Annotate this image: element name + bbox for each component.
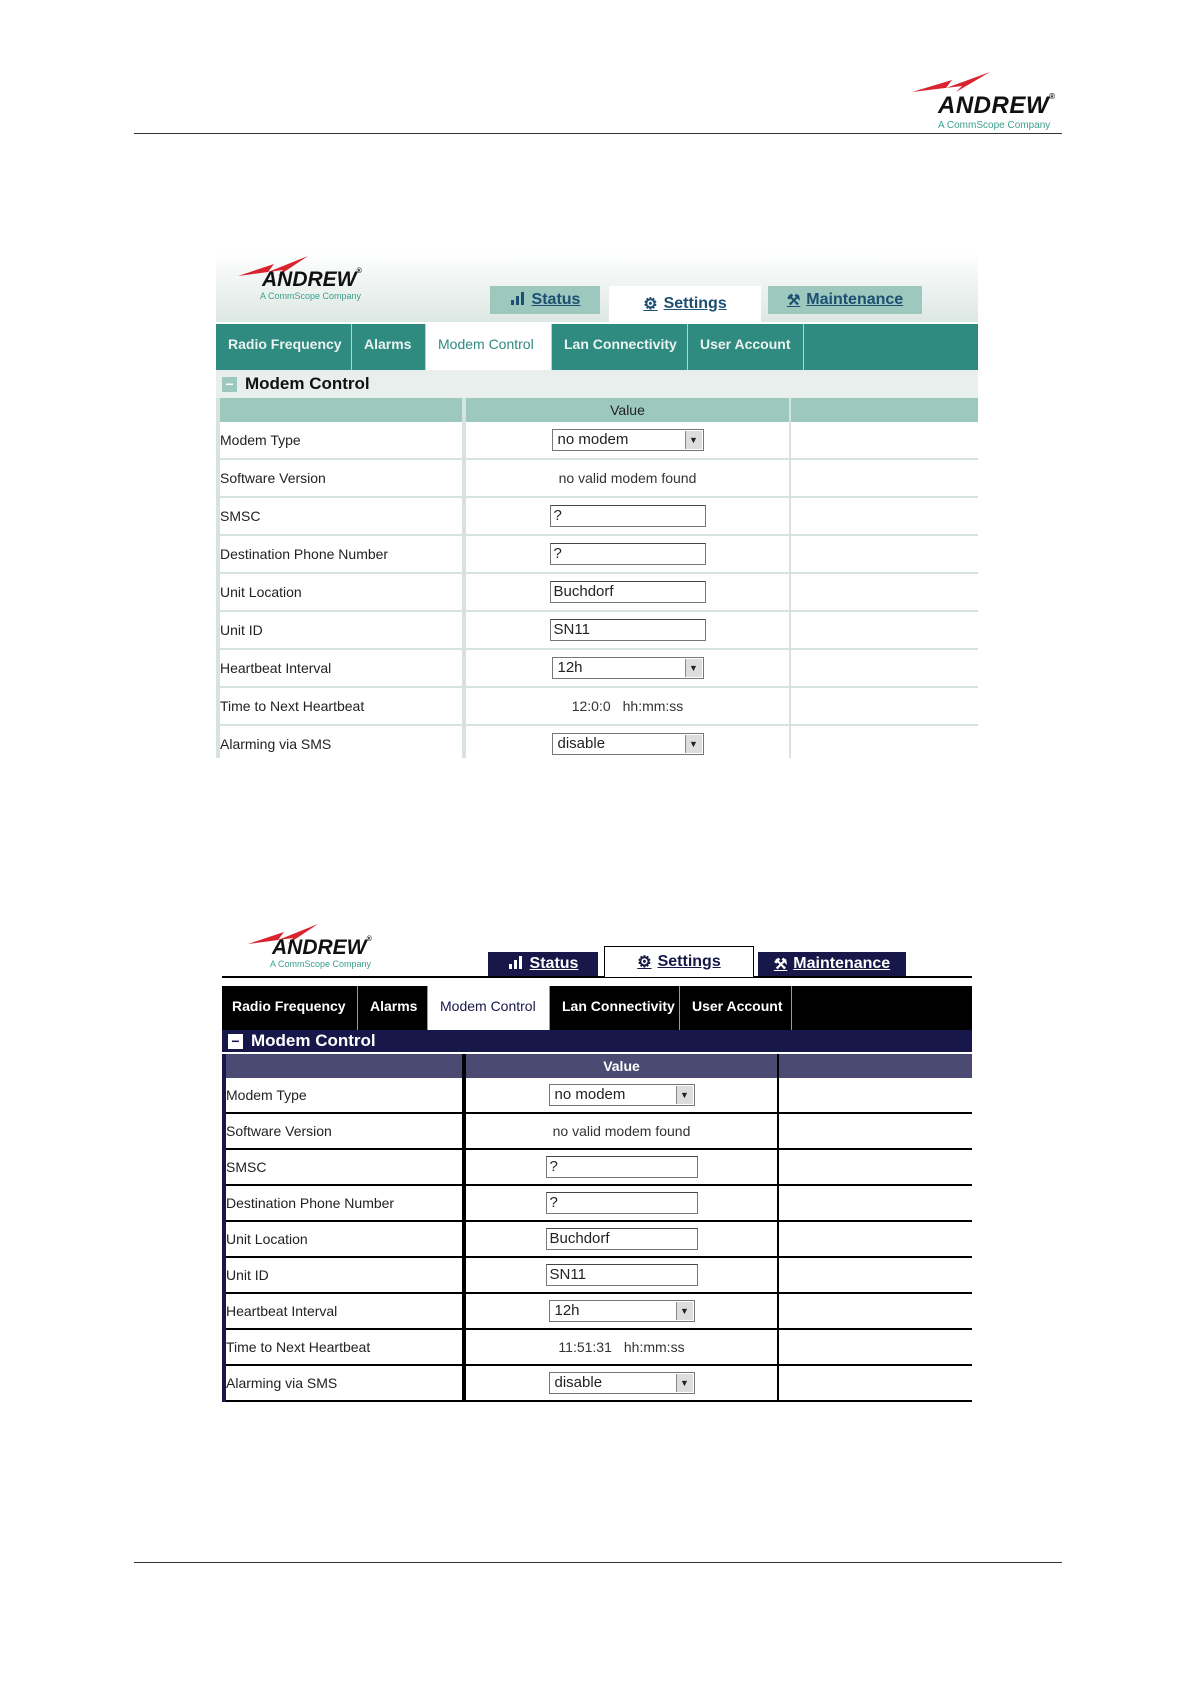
time-format-unit: hh:mm:ss (623, 1339, 685, 1355)
heartbeat-interval-select[interactable]: 12h ▼ (549, 1300, 695, 1322)
tab-settings-label: Settings (663, 295, 727, 312)
page-brand-logo (912, 70, 1062, 134)
subtab-alarms[interactable]: Alarms (352, 324, 426, 370)
table-row (224, 1113, 972, 1149)
footer-rule (134, 1562, 1062, 1563)
subtab-user-account[interactable]: User Account (688, 324, 804, 370)
settings-subnav (216, 324, 978, 370)
chevron-down-icon: ▼ (676, 1374, 693, 1392)
chevron-down-icon: ▼ (685, 431, 702, 449)
table-row (224, 1149, 972, 1185)
alarming-sms-select[interactable]: disable ▼ (552, 733, 704, 755)
smsc-input[interactable]: ? (550, 505, 706, 527)
table-row (218, 649, 978, 687)
unit-location-input[interactable]: Buchdorf (546, 1228, 698, 1250)
table-row (224, 1329, 972, 1365)
chevron-down-icon: ▼ (676, 1302, 693, 1320)
app-brand-name: ANDREW® (262, 268, 362, 291)
app-header (216, 252, 978, 322)
page-brand-name: ANDREW® (938, 92, 1056, 119)
table-row (218, 422, 978, 459)
row-label: Unit Location (218, 573, 464, 611)
tab-status-label: Status (531, 291, 581, 308)
signal-bars-icon (508, 955, 524, 974)
table-row (218, 725, 978, 758)
collapse-icon[interactable]: − (222, 377, 237, 392)
tab-status[interactable] (490, 286, 600, 314)
gear-icon: ⚙ (643, 296, 658, 313)
gear-icon: ⚙ (637, 954, 652, 971)
row-label: Unit ID (224, 1257, 464, 1293)
subtab-modem-control[interactable]: Modem Control (428, 986, 550, 1030)
row-label: SMSC (224, 1149, 464, 1185)
row-label: Modem Type (218, 422, 464, 459)
table-header-row (218, 398, 978, 422)
table-row (224, 1185, 972, 1221)
screenshot-teal-theme (216, 252, 978, 758)
app-brand-subtitle: A CommScope Company (260, 291, 362, 301)
alarming-sms-select[interactable]: disable ▼ (549, 1372, 695, 1394)
table-row (218, 573, 978, 611)
row-label: SMSC (218, 497, 464, 535)
unit-id-input[interactable]: SN11 (550, 619, 706, 641)
tools-icon: ⚒ (773, 956, 788, 973)
row-label: Heartbeat Interval (224, 1293, 464, 1329)
section-title: Modem Control (251, 1031, 376, 1050)
tab-maintenance[interactable] (768, 286, 922, 314)
table-row (218, 459, 978, 497)
subtab-alarms[interactable]: Alarms (358, 986, 428, 1030)
row-label: Alarming via SMS (224, 1365, 464, 1401)
signal-bars-icon (510, 291, 526, 310)
subtab-radio-frequency[interactable]: Radio Frequency (216, 324, 352, 370)
table-row (218, 687, 978, 725)
table-row (218, 611, 978, 649)
tools-icon: ⚒ (786, 292, 801, 309)
table-header-row (224, 1054, 972, 1078)
settings-subnav (222, 986, 972, 1030)
time-format-unit: hh:mm:ss (622, 698, 684, 714)
row-label: Time to Next Heartbeat (218, 687, 464, 725)
tab-maintenance-label: Maintenance (793, 955, 891, 972)
next-heartbeat-value: 12:0:0 (571, 698, 611, 714)
row-label: Modem Type (224, 1078, 464, 1113)
table-row (224, 1221, 972, 1257)
tab-maintenance[interactable] (758, 952, 906, 976)
subtab-user-account[interactable]: User Account (680, 986, 792, 1030)
subtab-lan-connectivity[interactable]: Lan Connectivity (552, 324, 688, 370)
row-label: Destination Phone Number (218, 535, 464, 573)
row-label: Software Version (224, 1113, 464, 1149)
row-label: Time to Next Heartbeat (224, 1329, 464, 1365)
collapse-icon[interactable]: − (228, 1034, 243, 1049)
unit-id-input[interactable]: SN11 (546, 1264, 698, 1286)
table-row (224, 1257, 972, 1293)
destination-phone-input[interactable]: ? (550, 543, 706, 565)
tab-status[interactable] (488, 952, 598, 976)
heartbeat-interval-select[interactable]: 12h ▼ (552, 657, 704, 679)
column-header-value: Value (464, 398, 790, 422)
modem-type-select[interactable]: no modem ▼ (552, 429, 704, 451)
modem-settings-table (216, 398, 978, 758)
tab-settings-label: Settings (657, 953, 721, 970)
row-label: Unit ID (218, 611, 464, 649)
subtab-radio-frequency[interactable]: Radio Frequency (222, 986, 358, 1030)
tab-status-label: Status (529, 955, 579, 972)
table-row (224, 1078, 972, 1113)
section-header (222, 1030, 972, 1052)
row-label: Unit Location (224, 1221, 464, 1257)
app-header (222, 918, 972, 978)
software-version-value: no valid modem found (464, 1113, 778, 1149)
modem-settings-table (222, 1054, 972, 1402)
chevron-down-icon: ▼ (676, 1086, 693, 1104)
row-label: Heartbeat Interval (218, 649, 464, 687)
subtab-lan-connectivity[interactable]: Lan Connectivity (550, 986, 680, 1030)
app-brand-subtitle: A CommScope Company (270, 959, 372, 969)
row-label: Destination Phone Number (224, 1185, 464, 1221)
tab-settings[interactable] (604, 946, 754, 977)
software-version-value: no valid modem found (464, 459, 790, 497)
row-label: Software Version (218, 459, 464, 497)
row-label: Alarming via SMS (218, 725, 464, 758)
unit-location-input[interactable]: Buchdorf (550, 581, 706, 603)
page-brand-subtitle: A CommScope Company (938, 120, 1051, 131)
section-header (216, 370, 978, 398)
screenshot-navy-theme (222, 918, 972, 1408)
table-row (218, 535, 978, 573)
smsc-input[interactable]: ? (546, 1156, 698, 1178)
chevron-down-icon: ▼ (685, 659, 702, 677)
column-header-value: Value (464, 1054, 778, 1078)
section-title: Modem Control (245, 374, 370, 393)
tab-maintenance-label: Maintenance (806, 291, 904, 308)
header-rule (134, 133, 1062, 134)
table-row (224, 1365, 972, 1401)
subtab-modem-control[interactable]: Modem Control (426, 324, 552, 370)
tab-settings[interactable] (609, 286, 761, 322)
table-row (218, 497, 978, 535)
table-row (224, 1293, 972, 1329)
modem-type-select[interactable]: no modem ▼ (549, 1084, 695, 1106)
destination-phone-input[interactable]: ? (546, 1192, 698, 1214)
app-brand-name: ANDREW® (272, 936, 372, 959)
next-heartbeat-value: 11:51:31 (558, 1339, 612, 1355)
chevron-down-icon: ▼ (685, 735, 702, 753)
